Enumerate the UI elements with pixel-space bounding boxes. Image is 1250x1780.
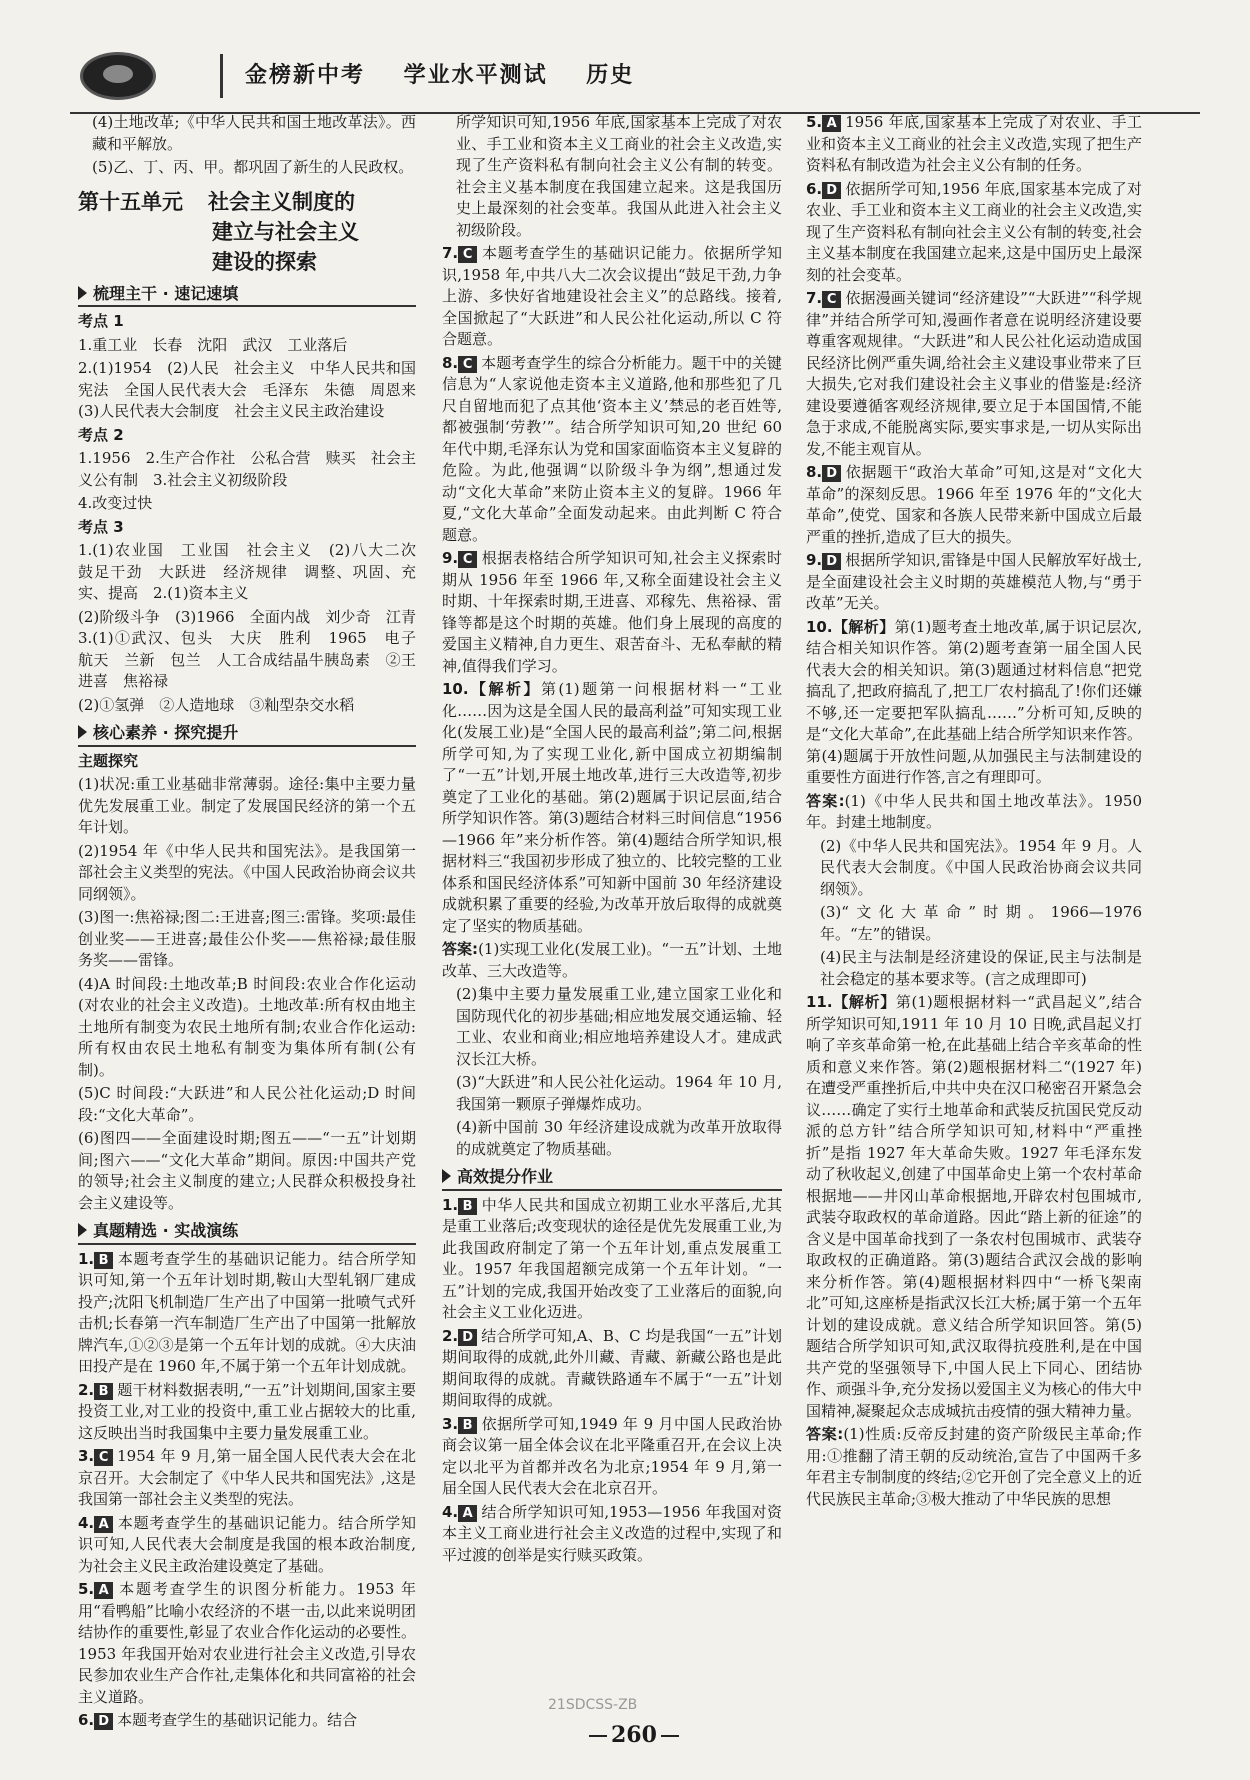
column-middle [442, 112, 782, 1568]
unit-title-line: 建设的探索 [212, 249, 317, 274]
answer-item [442, 1072, 782, 1115]
answer-item [78, 1710, 416, 1732]
answer-item [442, 1502, 782, 1567]
item-text: 所学知识可知,1956 年底,国家基本上完成了对农业、手工业和资本主义工商业的社会主义改造,实现了生产资料私有制向社会主义公有制的转变。社会主义基本制度在我国建立起来。这是我国历史上最深刻的社会变革。我国从此进入社会主义初级阶段。 [456, 113, 782, 239]
answer-choice-badge: A [94, 1516, 113, 1533]
kaodian-label: 考点 2 [78, 425, 124, 444]
answer-item [78, 1380, 416, 1445]
answer-choice-badge: C [458, 356, 477, 373]
item-number: 6. [78, 1711, 95, 1729]
column-left [78, 112, 432, 1734]
answer-item [806, 617, 1142, 789]
item-text: 第(1)题根据材料一“武昌起义”,结合所学知识可知,1911 年 10 月 10 日晚,武昌起义打响了辛亥革命第一枪,在此基础上结合辛亥革命的性质和意义来作答。第(2)题根据材料二“(1927 年)在遭受严重挫折后,中共中央在汉口秘密召开紧急会议……确定了实行土地革命和武装反抗国民党反动派的总方针”结合所学知识可知,材料中“严重挫折”是指 1927 年大革命失败。1927 年毛泽东发动了秋收起义,创建了中国革命史上第一个农村革命根据地——井冈山革命根据地,开辟农村包围城市,武装夺取政权的革命道路。因此“踏上新的征途”的含义是中国革命找到了一条农村包围城市、武装夺取政权的正确道路。第(3)题结合武汉会战的影响来分析作答。第(4)题根据材料四中“一桥飞架南北”可知,这座桥是指武汉长江大桥;属于第一个五年计划的建设成就。意义结合所学知识回答。第(5)题结合所学知识可知,武汉取得抗疫胜利,是在中国共产党的坚强领导下,中国人民上下同心、团结协作、顽强斗争,充分发扬以爱国主义为核心的伟大中国精神,凝聚起众志成城抗击疫情的强大精神力量。 [806, 993, 1142, 1420]
item-text: 本题考查学生的基础识记能力。依据所学知识,1958 年,中共八大二次会议提出“鼓足干劲,力争上游、多快好省地建设社会主义”的总路线。接着,全国掀起了“大跃进”和人民公社化运动,所以 C 符合题意。 [442, 244, 782, 348]
answer-label: 【解析】 [832, 993, 896, 1011]
answer-choice-badge: C [458, 246, 477, 263]
kaodian-label: 考点 1 [78, 312, 124, 330]
answer-item [806, 550, 1142, 615]
item-text: 1956 年底,国家基本上完成了对农业、手工业和资本主义工商业的社会主义改造,实现了把生产资料私有制改造为社会主义公有制的任务。 [806, 113, 1142, 174]
column-right [806, 112, 1142, 1512]
answer-item [806, 112, 1142, 177]
paragraph: (2)阶级斗争 (3)1966 全面内战 刘少奇 江青 3.(1)①武汉、包头 大庆 胜利 1965 电子 航天 兰新 包兰 人工合成结晶牛胰岛素 ②王进喜 焦裕禄 [78, 607, 432, 690]
section-heading: 梳理主干 · 速记速填 [78, 283, 416, 308]
item-text: (2)集中主要力量发展重工业,建立国家工业化和国防现代化的初步基础;相应地发展交通运输、轻工业、农业和商业;相应地培养建设人才。建成武汉长江大桥。 [456, 985, 782, 1068]
item-number: 10. [442, 680, 469, 698]
item-number: 8. [442, 353, 459, 372]
section-heading: 核心素养 · 探究提升 [78, 722, 416, 747]
answer-label: 答案: [442, 940, 479, 958]
unit-title [78, 187, 416, 277]
item-number: 9. [442, 549, 459, 567]
item-number: 4. [78, 1513, 95, 1532]
kaodian-label: 考点 3 [78, 517, 124, 536]
item-text: 本题考查学生的识图分析能力。1953 年用“看鸭船”比喻小农经济的不堪一击,以此来说明团结协作的重要性,彰显了农业合作化运动的必要性。1953 年我国开始对农业进行社会主义改造,引导农民参加农业生产合作社,走集体化和共同富裕的社会主义道路。 [78, 1580, 416, 1706]
answer-item [442, 243, 782, 351]
section-heading: 高效提分作业 [442, 1166, 782, 1191]
answer-item [806, 992, 1142, 1422]
item-text: (3)“文化大革命”时期。1966—1976 年。“左”的错误。 [820, 903, 1142, 943]
item-text: 题干材料数据表明,“一五”计划期间,国家主要投资工业,对工业的投资中,重工业占据较大的比重,这反映出当时我国集中主要力量发展重工业。 [78, 1380, 416, 1442]
answer-item [78, 1446, 416, 1511]
item-text: 根据所学知识,雷锋是中国人民解放军好战士,是全面建设社会主义时期的英雄模范人物,与“勇于改革”无关。 [806, 551, 1142, 612]
item-text: 本题考查学生的基础识记能力。结合 [117, 1711, 358, 1729]
answer-item [806, 947, 1142, 990]
paragraph: 2.(1)1954 (2)人民 社会主义 中华人民共和国宪法 全国人民代表大会 毛泽东 朱德 周恩来 (3)人民代表大会制度 社会主义民主政治建设 [78, 359, 432, 420]
item-number: 8. [806, 463, 823, 481]
item-text: 1954 年 9 月,第一届全国人民代表大会在北京召开。大会制定了《中华人民共和国宪法》,这是我国第一部社会主义类型的宪法。 [78, 1447, 416, 1508]
answer-item [442, 112, 782, 241]
answer-choice-badge: C [458, 551, 477, 568]
answer-choice-badge: D [822, 553, 841, 570]
item-text: 本题考查学生的基础识记能力。结合所学知识可知,第一个五年计划时期,鞍山大型轧钢厂建成投产;沈阳飞机制造厂生产出了中国第一批喷气式歼击机;长春第一汽车制造厂生产出了中国第一批解放牌汽车,①②③是第一个五年计划的成就。④大庆油田投产是在 1960 年,不属于第一个五年计划成就。 [78, 1249, 416, 1375]
topic-label: 主题探究 [78, 751, 139, 770]
answer-label: 答案: [806, 791, 845, 810]
answer-item [806, 1424, 1142, 1510]
item-text: 依据题干“政治大革命”可知,这是对“文化大革命”的深刻反思。1966 年至 1976 年的“文化大革命”,使党、国家和各族人民带来新中国成立后最严重的挫折,造成了巨大的损失。 [806, 463, 1142, 546]
item-text: 依据所学可知,1956 年底,国家基本完成了对农业、手工业和资本主义工商业的社会主义改造,实现了生产资料私有制向社会主义公有制的转变,社会主义基本制度在我国建立起来,这是中国历史上最深刻的社会变革。 [806, 179, 1142, 284]
item-text: 结合所学知识可知,1953—1956 年我国对资本主义工商业进行社会主义改造的过程中,实现了和平过渡的创举是实行赎买政策。 [442, 1502, 782, 1564]
item-text: (1)《中华人民共和国土地改革法》。1950 年。封建土地制度。 [806, 791, 1142, 831]
page-header [70, 40, 1200, 114]
item-number: 7. [806, 289, 823, 307]
paragraph: (5)乙、丁、丙、甲。都巩固了新生的人民政权。 [92, 158, 414, 176]
item-number: 3. [78, 1447, 95, 1465]
item-text: (1)实现工业化(发展工业)。“一五”计划、土地改革、三大改造等。 [442, 940, 782, 980]
section-heading: 真题精选 · 实战演练 [78, 1220, 416, 1245]
answer-choice-badge: D [94, 1713, 113, 1730]
item-text: 本题考查学生的综合分析能力。题干中的关键信息为“人家说他走资本主义道路,他和那些犯了几尺自留地而犯了点其他‘资本主义’禁忌的老百姓等,都被强制‘劳教’”。结合所学知识可知,20 世纪 60 年代中期,毛泽东认为党和国家面临资本主义复辟的危险。为此,他强调“以阶级斗争为纲”,想通过发动“文化大革命”来防止资本主义的复辟。1966 年夏,“文化大革命”全面发动起来。由此判断 C 符合题意。 [442, 353, 782, 544]
answer-label: 答案: [806, 1425, 844, 1443]
answer-item [442, 1326, 782, 1412]
answer-item [806, 462, 1142, 548]
answer-choice-badge: C [94, 1449, 113, 1466]
answer-label: 【解析】 [468, 680, 541, 698]
item-number: 5. [806, 113, 823, 131]
answer-item [806, 288, 1142, 460]
item-number: 5. [78, 1580, 95, 1598]
item-text: 本题考查学生的基础识记能力。结合所学知识可知,人民代表大会制度是我国的根本政治制度,为社会主义民主政治建设奠定了基础。 [78, 1513, 416, 1575]
item-number: 3. [442, 1414, 459, 1433]
paragraph: (5)C 时间段:“大跃进”和人民公社化运动;D 时间段:“文化大革命”。 [78, 1084, 416, 1124]
unit-title-line: 建立与社会主义 [212, 219, 359, 244]
arrow-icon [442, 1169, 451, 1183]
item-text: 中华人民共和国成立初期工业水平落后,尤其是重工业落后;改变现状的途径是优先发展重工业,为此我国政府制定了第一个五年计划,重点发展重工业。1957 年我国超额完成第一个五年计划。“一五”计划的完成,我国开始改变了工业落后的面貌,向社会主义工业化迈进。 [442, 1195, 782, 1321]
answer-choice-badge: B [94, 1252, 113, 1269]
paragraph: (4)A 时间段:土地改革;B 时间段:农业合作化运动(对农业的社会主义改造)。土地改革:所有权由地主土地所有制变为农民土地所有制;农业合作化运动:所有权由农民土地私有制变为集体所有制(公有制)。 [78, 974, 416, 1079]
arrow-icon [78, 286, 87, 300]
item-number: 11. [806, 993, 833, 1011]
item-text: (3)“大跃进”和人民公社化运动。1964 年 10 月,我国第一颗原子弹爆炸成功。 [456, 1073, 782, 1113]
answer-item [442, 984, 782, 1070]
paragraph: (4)土地改革;《中华人民共和国土地改革法》。西藏和平解放。 [92, 113, 416, 153]
item-text: 依据漫画关键词“经济建设”“大跃进”“科学规律”并结合所学可知,漫画作者意在说明经济建设要尊重客观规律。“大跃进”和人民公社化运动造成国民经济比例严重失调,给社会主义建设事业带来了巨大损失,它对我们建设社会主义事业的借鉴是:经济建设要遵循客观经济规律,要立足于本国国情,不能急于求成,不能脱离实际,要实事求是,一切从实际出发,不能主观盲从。 [806, 289, 1142, 458]
answer-choice-badge: D [822, 465, 841, 482]
paragraph: (1)状况:重工业基础非常薄弱。途径:集中主要力量优先发展重工业。制定了发展国民经济的第一个五年计划。 [78, 775, 416, 836]
paragraph: (2)①氢弹 ②人造地球 ③籼型杂交水稻 [78, 695, 355, 714]
arrow-icon [78, 725, 87, 739]
item-text: 依据所学可知,1949 年 9 月中国人民政治协商会议第一届全体会议在北平隆重召开,在会议上决定以北平为首都并改名为北京;1954 年 9 月,第一届全国人民代表大会在北京召开。 [442, 1414, 782, 1497]
item-number: 6. [806, 179, 823, 198]
item-number: 4. [442, 1502, 459, 1521]
paragraph: (6)图四——全面建设时期;图五——“一五”计划期间;图六——“文化大革命”期间。原因:中国共产党的领导;社会主义制度的建立;人民群众积极投身社会主义建设等。 [78, 1129, 416, 1212]
answer-item [806, 179, 1142, 287]
answer-choice-badge: D [458, 1329, 477, 1346]
item-text: (1)性质:反帝反封建的资产阶级民主革命;作用:①推翻了清王朝的反动统治,宣告了中国两千多年君主专制制度的终结;②它开创了完全意义上的近代民族民主革命;③极大推动了中华民族的思想 [806, 1425, 1143, 1508]
answer-item [442, 1414, 782, 1500]
answer-item [78, 1249, 416, 1378]
item-number: 2. [78, 1380, 95, 1399]
answer-choice-badge: B [94, 1383, 113, 1400]
answer-item [78, 1513, 416, 1578]
item-text: 第(1)题第一问根据材料一“工业化……因为这是全国人民的最高利益”可知实现工业化(发展工业)是“全国人民的最高利益”;第二问,根据所学可知,为了实现工业化,新中国成立初期编制了“一五”计划,开展土地改革,进行三大改造等,初步奠定了工业化的基础。第(2)题属于识记层面,结合所学知识作答。第(3)题结合材料三时间信息“1956—1966 年”来分析作答。第(4)题结合所学知识,根据材料三“我国初步形成了独立的、比较完整的工业体系和国民经济体系”可知新中国前 30 年经济建设成就积累了重要的经验,为改革开放后取得的成就奠定了坚实的物质基础。 [442, 680, 782, 935]
paragraph: (3)图一:焦裕禄;图二:王进喜;图三:雷锋。奖项:最佳创业奖——王进喜;最佳公仆奖——焦裕禄;最佳服务奖——雷锋。 [78, 908, 416, 969]
answer-item [442, 548, 782, 677]
answer-item [806, 836, 1142, 901]
header-divider [220, 54, 223, 98]
paragraph: 4.改变过快 [78, 494, 153, 512]
paragraph: 1.1956 2.生产合作社 公私合营 赎买 社会主义公有制 3.社会主义初级阶段 [78, 449, 416, 489]
item-text: 结合所学可知,A、B、C 均是我国“一五”计划期间取得的成就,此外川藏、青藏、新藏公路也是此期间取得的成就。青藏铁路通车不属于“一五”计划期间取得的成就。 [442, 1326, 782, 1409]
item-number: 9. [806, 551, 823, 569]
item-number: 2. [442, 1326, 459, 1345]
answer-choice-badge: D [822, 182, 841, 199]
footer-code: 21SDCSS-ZB [548, 1697, 638, 1713]
answer-item [442, 1117, 782, 1160]
answer-item [442, 353, 782, 547]
answer-choice-badge: C [822, 291, 841, 308]
answer-item [78, 1579, 416, 1708]
answer-choice-badge: B [458, 1198, 477, 1215]
answer-label: 【解析】 [832, 617, 895, 636]
arrow-icon [78, 1223, 87, 1237]
item-number: 10. [806, 617, 833, 636]
answer-choice-badge: A [94, 1582, 113, 1599]
unit-title-line: 社会主义制度的 [208, 189, 355, 214]
item-number: 7. [442, 244, 459, 262]
paragraph: 1.(1)农业国 工业国 社会主义 (2)八大二次 鼓足干劲 大跃进 经济规律 调整、巩固、充实、提高 2.(1)资本主义 [78, 541, 432, 602]
answer-item [806, 902, 1142, 945]
item-text: 根据表格结合所学知识可知,社会主义探索时期从 1956 年至 1966 年,又称全面建设社会主义时期、十年探索时期,王进喜、邓稼先、焦裕禄、雷锋等都是这个时期的英雄。他们身上展现的高度的爱国主义精神,自力更生、艰苦奋斗、无私奉献的精神,值得我们学习。 [442, 549, 782, 675]
item-number: 1. [78, 1249, 95, 1268]
unit-number: 第十五单元 [78, 189, 183, 214]
answer-item [442, 679, 782, 937]
item-number: 1. [442, 1195, 459, 1214]
item-text: (4)民主与法制是经济建设的保证,民主与法制是社会稳定的基本要求等。(言之成理即可) [820, 948, 1142, 988]
publisher-logo [80, 52, 156, 100]
answer-item [442, 1195, 782, 1324]
answer-choice-badge: A [822, 115, 841, 132]
page-number: 260 [585, 1722, 683, 1748]
answer-item [806, 791, 1142, 834]
header-title: 金榜新中考 学业水平测试 历史 [245, 63, 635, 88]
paragraph: 1.重工业 长春 沈阳 武汉 工业落后 [78, 335, 348, 354]
answer-choice-badge: A [458, 1505, 477, 1522]
item-text: (2)《中华人民共和国宪法》。1954 年 9 月。人民代表大会制度。《中国人民政治协商会议共同纲领》。 [820, 836, 1142, 898]
item-text: 第(1)题考查土地改革,属于识记层次,结合相关知识作答。第(2)题考查第一届全国人民代表大会的相关知识。第(3)题通过材料信息“把党搞乱了,把政府搞乱了,把工厂农村搞乱了!你们还嫌不够,还一定要把军队搞乱……”分析可知,反映的是“文化大革命”,在此基础上结合所学知识来作答。第(4)题属于开放性问题,从加强民主与法制建设的重要性方面进行作答,言之有理即可。 [806, 617, 1142, 786]
answer-choice-badge: B [458, 1417, 477, 1434]
paragraph: (2)1954 年《中华人民共和国宪法》。是我国第一部社会主义类型的宪法。《中国人民政治协商会议共同纲领》。 [78, 841, 416, 903]
answer-item [442, 939, 782, 982]
item-text: (4)新中国前 30 年经济建设成就为改革开放取得的成就奠定了物质基础。 [456, 1118, 782, 1158]
